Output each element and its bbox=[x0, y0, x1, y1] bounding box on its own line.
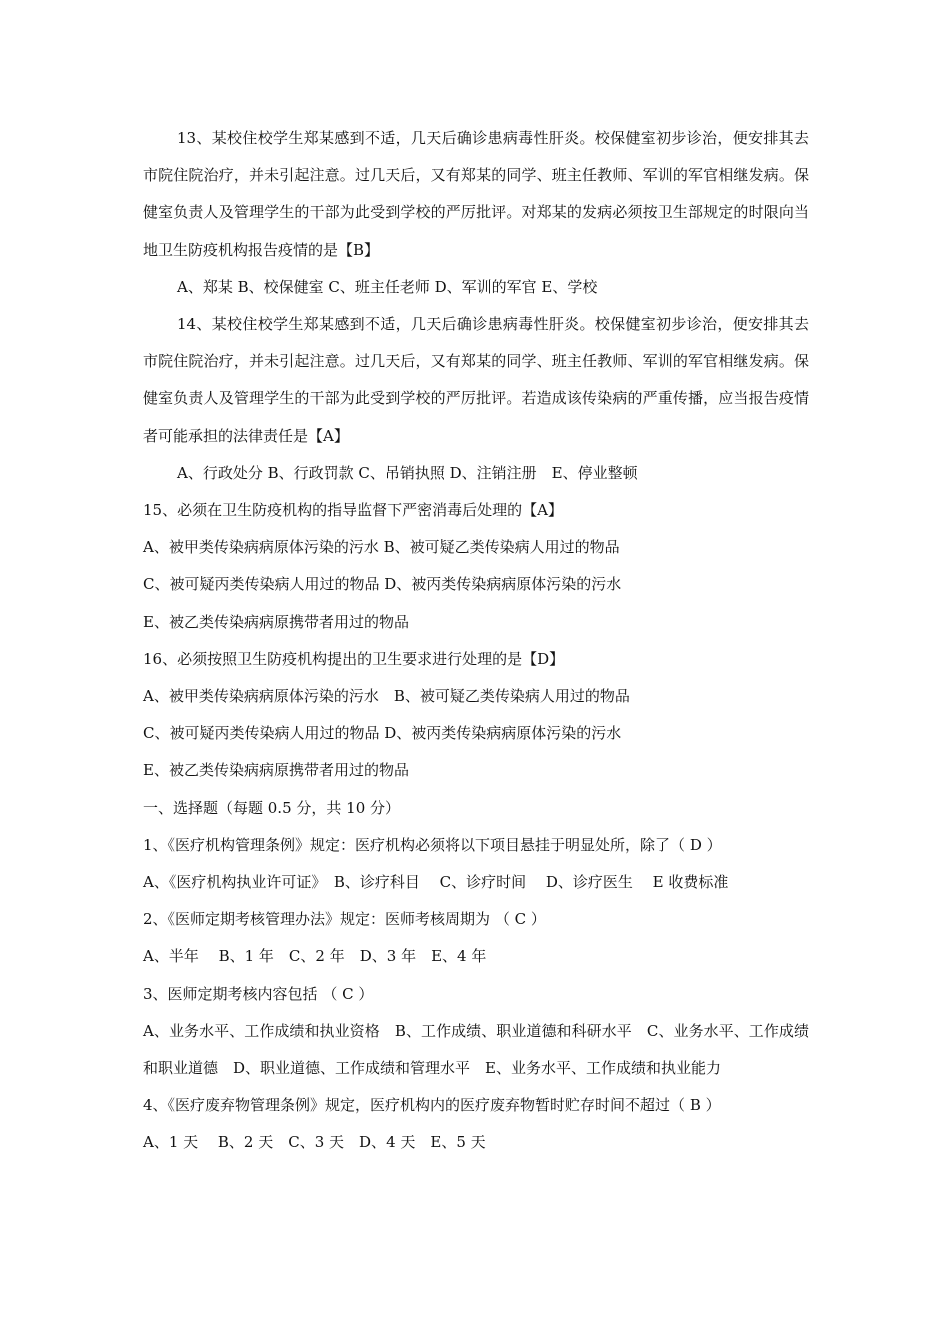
question-16: 16、必须按照卫生防疫机构提出的卫生要求进行处理的是【D】 bbox=[143, 649, 565, 668]
question-13-options: A、郑某 B、校保健室 C、班主任老师 D、军训的军官 E、学校 bbox=[177, 277, 598, 296]
section-heading: 一、选择题（每题 0.5 分，共 10 分） bbox=[143, 798, 401, 817]
choice-question-4-options: A、1 天 B、2 天 C、3 天 D、4 天 E、5 天 bbox=[143, 1133, 486, 1152]
question-15-option-ab: A、被甲类传染病病原体污染的污水 B、被可疑乙类传染病人用过的物品 bbox=[143, 538, 620, 557]
choice-question-2: 2、《医师定期考核管理办法》规定：医师考核周期为 （ C ） bbox=[143, 910, 546, 929]
choice-question-3-options: A、业务水平、工作成绩和执业资格 B、工作成绩、职业道德和科研水平 C、业务水平、工作成绩和职业道德 D、职业道德、工作成绩和管理水平 E、业务水平、工作成绩和执业能力 bbox=[143, 1021, 809, 1078]
choice-question-1-options: A、《医疗机构执业许可证》 B、诊疗科目 C、诊疗时间 D、诊疗医生 E 收费标准 bbox=[143, 873, 729, 892]
question-13: 13、某校住校学生郑某感到不适，几天后确诊患病毒性肝炎。校保健室初步诊治，便安排其去市院住院治疗，并未引起注意。过几天后，又有郑某的同学、班主任教师、军训的军官相继发病。保健室负责人及管理学生的干部为此受到学校的严厉批评。对郑某的发病必须按卫生部规定的时限向当地卫生防疫机构报告疫情的是【B】 bbox=[143, 129, 809, 259]
document-body bbox=[143, 120, 809, 1162]
choice-question-1: 1、《医疗机构管理条例》规定：医疗机构必须将以下项目悬挂于明显处所，除了（ D ） bbox=[143, 835, 722, 854]
question-14-options: A、行政处分 B、行政罚款 C、吊销执照 D、注销注册 E、停业整顿 bbox=[177, 463, 638, 482]
question-15-option-e: E、被乙类传染病病原携带者用过的物品 bbox=[143, 612, 409, 631]
choice-question-4: 4、《医疗废弃物管理条例》规定，医疗机构内的医疗废弃物暂时贮存时间不超过（ B ） bbox=[143, 1096, 721, 1115]
question-16-option-cd: C、被可疑丙类传染病人用过的物品 D、被丙类传染病病原体污染的污水 bbox=[143, 724, 622, 743]
choice-question-3: 3、医师定期考核内容包括 （ C ） bbox=[143, 984, 374, 1003]
question-16-option-ab: A、被甲类传染病病原体污染的污水 B、被可疑乙类传染病人用过的物品 bbox=[143, 687, 630, 706]
question-15: 15、必须在卫生防疫机构的指导监督下严密消毒后处理的【A】 bbox=[143, 501, 563, 520]
question-15-option-cd: C、被可疑丙类传染病人用过的物品 D、被丙类传染病病原体污染的污水 bbox=[143, 575, 622, 594]
choice-question-2-options: A、半年 B、1 年 C、2 年 D、3 年 E、4 年 bbox=[143, 947, 487, 966]
question-14: 14、某校住校学生郑某感到不适，几天后确诊患病毒性肝炎。校保健室初步诊治，便安排其去市院住院治疗，并未引起注意。过几天后，又有郑某的同学、班主任教师、军训的军官相继发病。保健室负责人及管理学生的干部为此受到学校的严厉批评。若造成该传染病的严重传播，应当报告疫情者可能承担的法律责任是【A】 bbox=[143, 315, 809, 445]
question-16-option-e: E、被乙类传染病病原携带者用过的物品 bbox=[143, 761, 409, 780]
